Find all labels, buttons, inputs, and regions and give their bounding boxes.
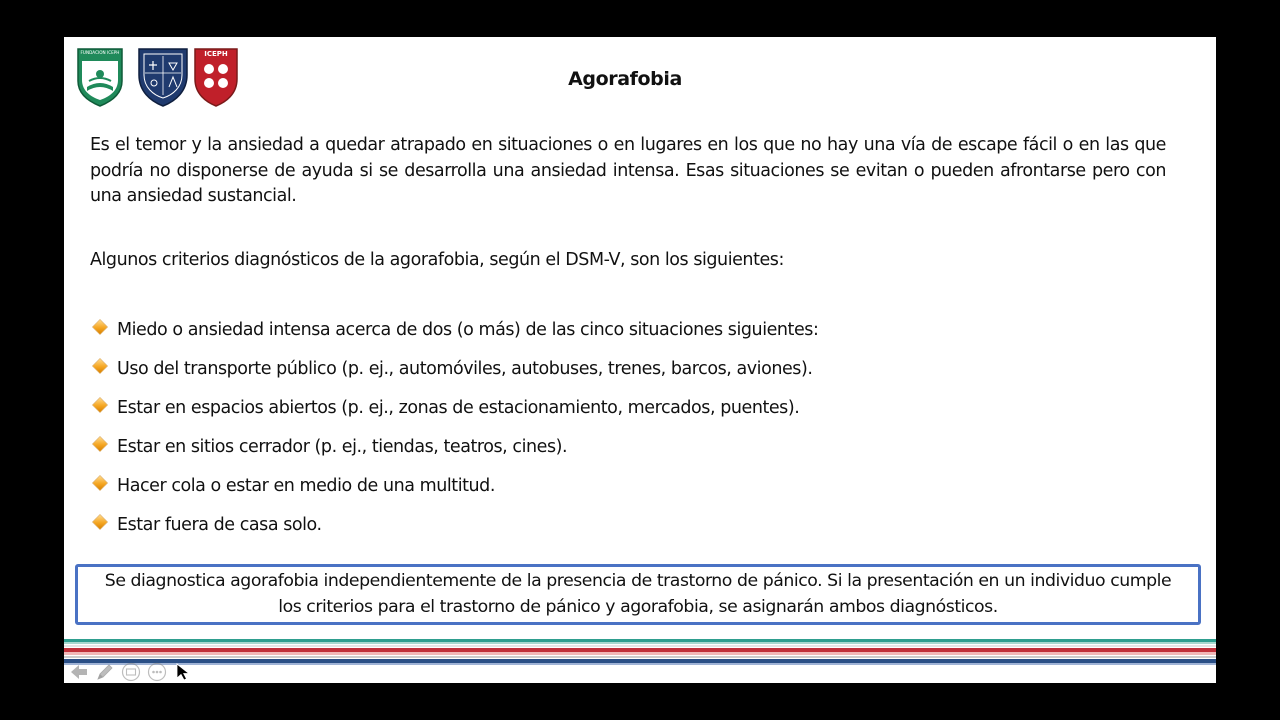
previous-icon bbox=[69, 663, 89, 681]
diamond-bullet-icon bbox=[93, 515, 107, 529]
svg-text:ICEPH: ICEPH bbox=[204, 50, 228, 58]
criteria-list bbox=[93, 317, 818, 551]
slides-icon bbox=[121, 662, 141, 682]
criteria-intro: Algunos criterios diagnósticos de la agorafobia, según el DSM-V, son los siguientes: bbox=[90, 250, 784, 270]
diamond-bullet-icon bbox=[93, 320, 107, 334]
list-item-text: Miedo o ansiedad intensa acerca de dos (o más) de las cinco situaciones siguientes: bbox=[117, 320, 819, 340]
note-box bbox=[75, 564, 1201, 625]
list-item-text: Hacer cola o estar en medio de una multitud. bbox=[117, 476, 495, 496]
more-icon bbox=[147, 662, 167, 682]
list-item-text: Estar en espacios abiertos (p. ej., zonas de estacionamiento, mercados, puentes). bbox=[117, 398, 800, 418]
footer-stripe bbox=[64, 645, 1216, 647]
pen-tool-button[interactable] bbox=[94, 661, 116, 683]
list-item-text: Estar en sitios cerrador (p. ej., tiendas, teatros, cines). bbox=[117, 437, 568, 457]
previous-slide-button[interactable] bbox=[68, 661, 90, 683]
slide-title: Agorafobia bbox=[568, 68, 682, 90]
list-item bbox=[93, 512, 818, 551]
pen-icon bbox=[95, 662, 115, 682]
slide bbox=[64, 37, 1216, 683]
diamond-bullet-icon bbox=[93, 437, 107, 451]
diamond-bullet-icon bbox=[93, 476, 107, 490]
list-item bbox=[93, 317, 818, 356]
footer-stripe bbox=[64, 656, 1216, 658]
svg-text:FUNDACION ICEPH: FUNDACION ICEPH bbox=[80, 50, 120, 55]
list-item-text: Estar fuera de casa solo. bbox=[117, 515, 322, 535]
pointer-icon bbox=[173, 662, 193, 682]
diamond-bullet-icon bbox=[93, 359, 107, 373]
note-text: Se diagnostica agorafobia independientemente de la presencia de trastorno de pánico. Si la presentación en un individuo cumple los criterios para el trastorno de pánico y agorafobia, se asignarán ambos diagnósticos. bbox=[104, 570, 1172, 617]
list-item bbox=[93, 356, 818, 395]
list-item bbox=[93, 395, 818, 434]
footer-stripe bbox=[64, 652, 1216, 655]
list-item-text: Uso del transporte público (p. ej., automóviles, autobuses, trenes, barcos, aviones). bbox=[117, 359, 813, 379]
definition-paragraph: Es el temor y la ansiedad a quedar atrapado en situaciones o en lugares en los que no hay una vía de escape fácil o en las que podría no disponerse de ayuda si se desarrolla una ansiedad intensa. Esas situaciones se evitan o pueden afrontarse pero con una ansiedad sustancial. bbox=[90, 135, 1166, 207]
list-item bbox=[93, 434, 818, 473]
more-options-button[interactable] bbox=[146, 661, 168, 683]
next-slide-button[interactable] bbox=[172, 661, 194, 683]
slides-overview-button[interactable] bbox=[120, 661, 142, 683]
diamond-bullet-icon bbox=[93, 398, 107, 412]
list-item bbox=[93, 473, 818, 512]
footer-stripe bbox=[64, 642, 1216, 644]
footer-stripe bbox=[64, 663, 1216, 665]
presentation-controls bbox=[68, 661, 194, 683]
